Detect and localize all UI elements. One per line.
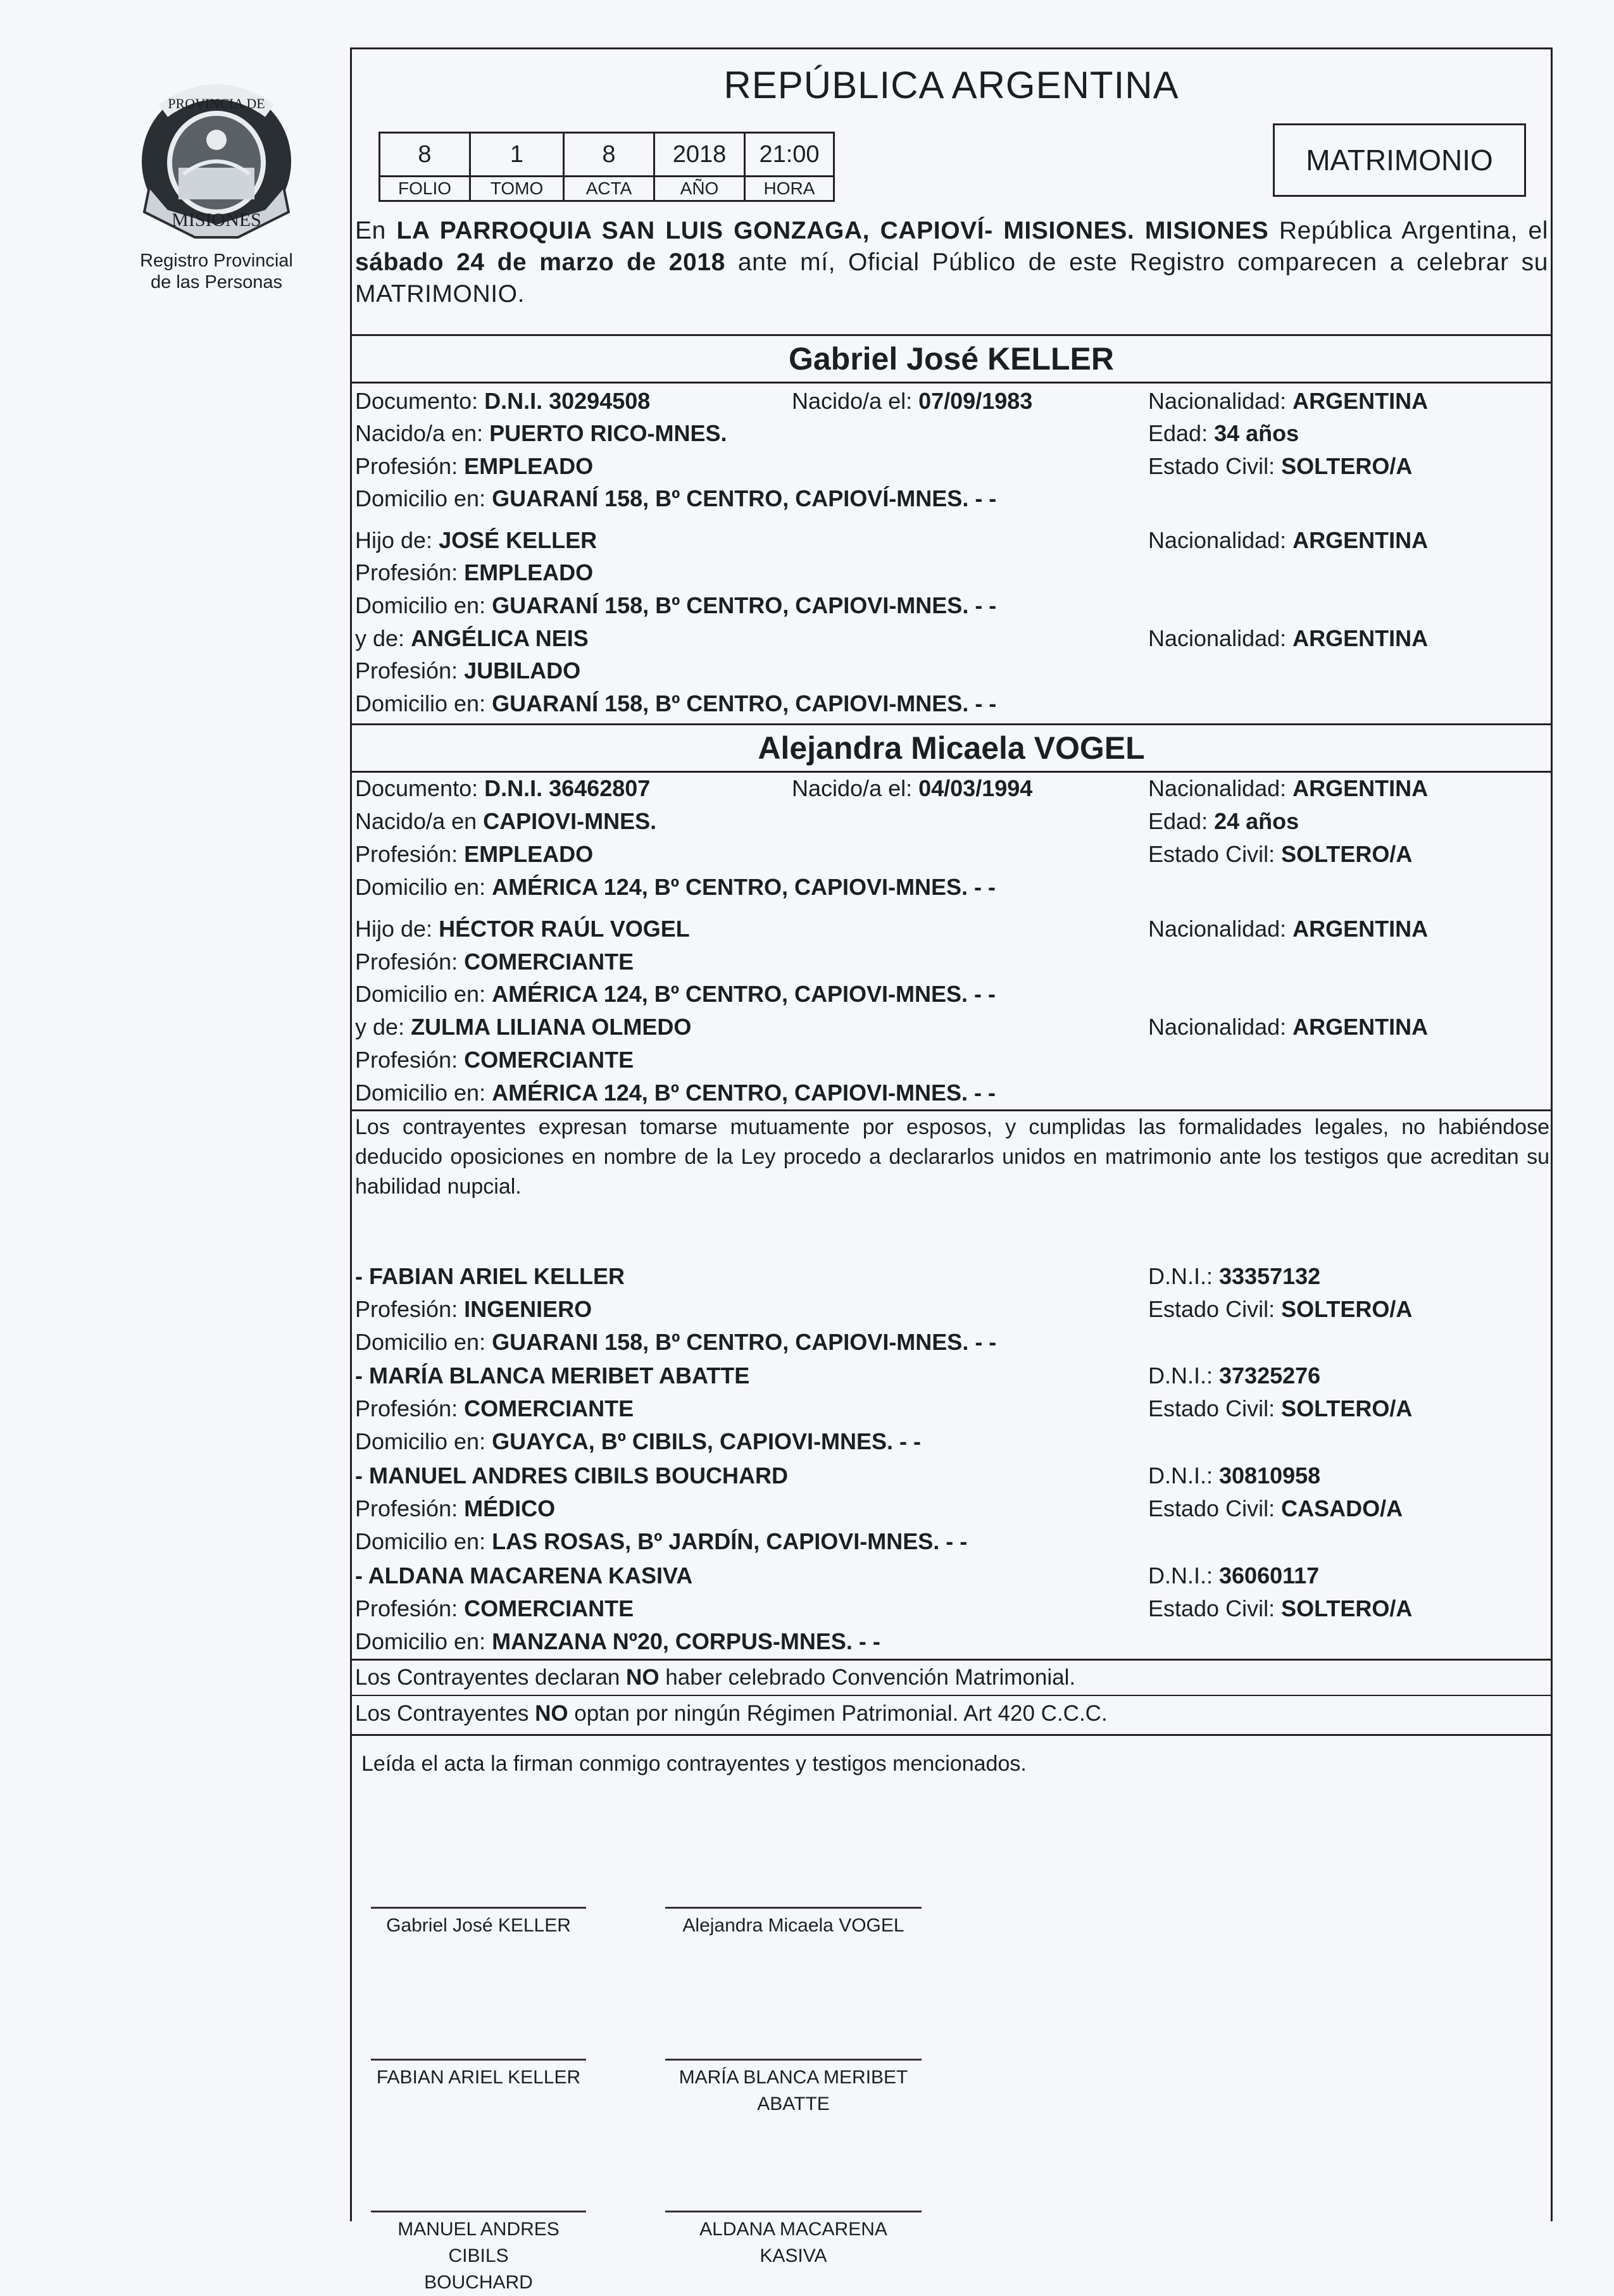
witness3-dni: D.N.I.: 30810958: [1148, 1463, 1321, 1488]
divider: [352, 334, 1551, 336]
acta-value: 8: [564, 133, 654, 177]
folio-label: FOLIO: [380, 177, 470, 201]
document-title: REPÚBLICA ARGENTINA: [723, 64, 1179, 106]
acta-label: ACTA: [564, 177, 654, 201]
anio-label: AÑO: [654, 177, 745, 201]
witness4-address: Domicilio en: MANZANA Nº20, CORPUS-MNES. - -: [355, 1628, 880, 1654]
spouse2-birthplace: Nacido/a en CAPIOVI-MNES.: [355, 808, 657, 834]
hora-label: HORA: [745, 177, 834, 201]
spouse1-civil-status: Estado Civil: SOLTERO/A: [1148, 453, 1413, 479]
tomo-value: 1: [470, 133, 564, 177]
anio-value: 2018: [654, 133, 745, 177]
spouse1-mother-profession: Profesión: JUBILADO: [355, 658, 581, 683]
witness4-name: - ALDANA MACARENA KASIVA: [355, 1563, 693, 1588]
certificate-frame: [350, 47, 1553, 2293]
spouse1-nationality: Nacionalidad: ARGENTINA: [1148, 388, 1429, 414]
divider: [352, 723, 1551, 725]
spouse2-mother-nationality: Nacionalidad: ARGENTINA: [1148, 1014, 1429, 1040]
consent-paragraph: Los contrayentes expresan tomarse mutuamente por esposos, y cumplidas las formalidades legales, no habiéndose deducido oposiciones en nombre de la Ley procedo a declararlos unidos en matrimonio ante los testigos que acreditan su habilidad nupcial.: [355, 1115, 1549, 1199]
spouse2-address: Domicilio en: AMÉRICA 124, Bº CENTRO, CAPIOVI-MNES. - -: [355, 874, 996, 900]
closing-statement: Leída el acta la firman conmigo contrayentes y testigos mencionados.: [361, 1752, 1027, 1776]
spouse2-civil-status: Estado Civil: SOLTERO/A: [1148, 841, 1413, 867]
hora-value: 21:00: [745, 133, 834, 177]
svg-text:MISIONES: MISIONES: [172, 209, 261, 230]
spouse1-mother-address: Domicilio en: GUARANÍ 158, Bº CENTRO, CAPIOVI-MNES. - -: [355, 690, 997, 716]
intro-paragraph: En LA PARROQUIA SAN LUIS GONZAGA, CAPIOVÍ- MISIONES. MISIONES República Argentina, el sábado 24 de marzo de 2018 ante mí, Oficial Público de este Registro comparecen a celebrar su MATRIMONIO.: [355, 217, 1548, 308]
spouse2-father: Hijo de: HÉCTOR RAÚL VOGEL: [355, 916, 690, 942]
witness1-civil-status: Estado Civil: SOLTERO/A: [1148, 1296, 1413, 1322]
registry-name-line2: de las Personas: [151, 272, 282, 292]
witness2-address: Domicilio en: GUAYCA, Bº CIBILS, CAPIOVI-MNES. - -: [355, 1428, 921, 1454]
witness4-profession: Profesión: COMERCIANTE: [355, 1595, 634, 1621]
spouse2-mother-profession: Profesión: COMERCIANTE: [355, 1047, 634, 1073]
signature-witness2: MARÍA BLANCA MERIBET ABATTE: [665, 2059, 922, 2118]
spouse2-father-profession: Profesión: COMERCIANTE: [355, 949, 634, 975]
signature-witness1: FABIAN ARIEL KELLER: [371, 2059, 586, 2091]
witness3-civil-status: Estado Civil: CASADO/A: [1148, 1495, 1403, 1521]
spouse2-age: Edad: 24 años: [1148, 808, 1299, 834]
spouse1-mother-nationality: Nacionalidad: ARGENTINA: [1148, 625, 1429, 651]
tomo-label: TOMO: [470, 177, 564, 201]
witness3-address: Domicilio en: LAS ROSAS, Bº JARDÍN, CAPIOVI-MNES. - -: [355, 1528, 968, 1554]
spouse2-father-address: Domicilio en: AMÉRICA 124, Bº CENTRO, CAPIOVI-MNES. - -: [355, 981, 996, 1007]
spouse1-father: Hijo de: JOSÉ KELLER: [355, 527, 597, 553]
signature-spouse2: Alejandra Micaela VOGEL: [665, 1907, 922, 1939]
signature-witness3: MANUEL ANDRES CIBILS BOUCHARD: [371, 2211, 586, 2296]
convention-statement: Los Contrayentes declaran NO haber celebrado Convención Matrimonial.: [355, 1665, 1076, 1690]
spouse2-nationality: Nacionalidad: ARGENTINA: [1148, 775, 1429, 801]
signature-spouse1: Gabriel José KELLER: [371, 1907, 586, 1939]
patrimonial-regime-statement: Los Contrayentes NO optan por ningún Régimen Patrimonial. Art 420 C.C.C.: [355, 1701, 1108, 1726]
registry-data-table: [378, 132, 835, 202]
divider: [352, 771, 1551, 773]
spouse2-name: Alejandra Micaela VOGEL: [758, 730, 1145, 766]
witness1-name: - FABIAN ARIEL KELLER: [355, 1263, 625, 1289]
spouse2-mother: y de: ZULMA LILIANA OLMEDO: [355, 1014, 692, 1040]
witness2-name: - MARÍA BLANCA MERIBET ABATTE: [355, 1363, 750, 1388]
witness3-name: - MANUEL ANDRES CIBILS BOUCHARD: [355, 1463, 788, 1488]
spouse1-address: Domicilio en: GUARANÍ 158, Bº CENTRO, CAPIOVÍ-MNES. - -: [355, 485, 997, 511]
spouse1-name: Gabriel José KELLER: [788, 341, 1115, 377]
svg-text:PROVINCIA DE: PROVINCIA DE: [168, 96, 265, 111]
spouse2-birthdate: Nacido/a el: 04/03/1994: [792, 775, 1033, 801]
ceremony-place: LA PARROQUIA SAN LUIS GONZAGA, CAPIOVÍ- MISIONES. MISIONES: [396, 217, 1269, 244]
spouse1-father-profession: Profesión: EMPLEADO: [355, 559, 594, 585]
spouse1-father-nationality: Nacionalidad: ARGENTINA: [1148, 527, 1429, 553]
divider: [352, 382, 1551, 384]
witness2-profession: Profesión: COMERCIANTE: [355, 1395, 634, 1421]
witness1-profession: Profesión: INGENIERO: [355, 1296, 592, 1322]
spouse2-document: Documento: D.N.I. 36462807: [355, 775, 651, 801]
spouse2-profession: Profesión: EMPLEADO: [355, 841, 594, 867]
ceremony-date: sábado 24 de marzo de 2018: [355, 249, 725, 276]
spouse2-father-nationality: Nacionalidad: ARGENTINA: [1148, 916, 1429, 942]
witness4-dni: D.N.I.: 36060117: [1148, 1563, 1320, 1588]
divider: [352, 1695, 1551, 1696]
spouse1-document: Documento: D.N.I. 30294508: [355, 388, 651, 414]
spouse1-father-address: Domicilio en: GUARANÍ 158, Bº CENTRO, CAPIOVI-MNES. - -: [355, 592, 997, 618]
divider: [352, 1109, 1551, 1111]
folio-value: 8: [380, 133, 470, 177]
spouse2-mother-address: Domicilio en: AMÉRICA 124, Bº CENTRO, CAPIOVI-MNES. - -: [355, 1080, 996, 1106]
spouse1-mother: y de: ANGÉLICA NEIS: [355, 625, 589, 651]
province-seal-icon: [125, 79, 308, 250]
act-type-box: MATRIMONIO: [1273, 123, 1526, 197]
witness3-profession: Profesión: MÉDICO: [355, 1495, 556, 1521]
registry-seal: [125, 79, 308, 294]
registry-name-line1: Registro Provincial: [140, 251, 293, 271]
witness1-dni: D.N.I.: 33357132: [1148, 1263, 1321, 1289]
witness1-address: Domicilio en: GUARANI 158, Bº CENTRO, CAPIOVI-MNES. - -: [355, 1329, 997, 1355]
spouse1-birthplace: Nacido/a en: PUERTO RICO-MNES.: [355, 420, 727, 446]
spouse1-birthdate: Nacido/a el: 07/09/1983: [792, 388, 1033, 414]
witness2-dni: D.N.I.: 37325276: [1148, 1363, 1321, 1388]
signature-witness4: ALDANA MACARENA KASIVA: [665, 2211, 922, 2269]
spouse1-profession: Profesión: EMPLEADO: [355, 453, 594, 479]
divider: [352, 1659, 1551, 1661]
divider: [352, 1734, 1551, 1736]
witness4-civil-status: Estado Civil: SOLTERO/A: [1148, 1595, 1413, 1621]
witness2-civil-status: Estado Civil: SOLTERO/A: [1148, 1395, 1413, 1421]
spouse1-age: Edad: 34 años: [1148, 420, 1299, 446]
